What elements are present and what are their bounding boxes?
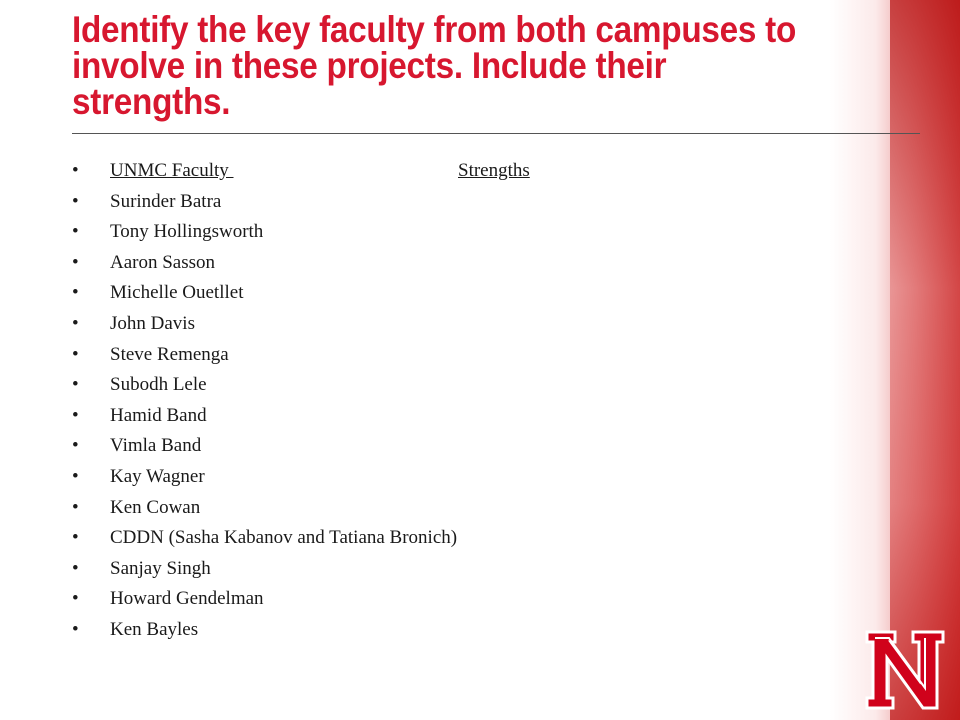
header-unmc-faculty: UNMC Faculty <box>110 160 234 181</box>
faculty-name: Steve Remenga <box>110 343 229 365</box>
faculty-name: Ken Cowan <box>110 496 201 518</box>
list-header <box>72 156 530 187</box>
title-divider <box>72 133 920 134</box>
faculty-name: Michelle Ouetllet <box>110 282 244 304</box>
faculty-list <box>72 156 530 646</box>
list-item <box>72 217 530 248</box>
list-item <box>72 431 530 462</box>
bullet: • <box>72 160 79 181</box>
list-item <box>72 340 530 371</box>
list-item <box>72 584 530 615</box>
list-item <box>72 248 530 279</box>
faculty-name: Howard Gendelman <box>110 588 264 610</box>
faculty-name: Surinder Batra <box>110 190 222 212</box>
faculty-name: CDDN (Sasha Kabanov and Tatiana Bronich) <box>110 527 458 549</box>
faculty-name: John Davis <box>110 312 195 334</box>
list-item <box>72 370 530 401</box>
list-item <box>72 401 530 432</box>
list-item <box>72 278 530 309</box>
list-item <box>72 462 530 493</box>
bullet: • <box>72 190 79 212</box>
faculty-name: Hamid Band <box>110 404 207 426</box>
faculty-name: Vimla Band <box>110 435 202 457</box>
bullet: • <box>72 435 79 457</box>
slide-title: Identify the key faculty from both campuses to involve in these projects. Include their strengths. <box>72 9 797 122</box>
faculty-name: Tony Hollingsworth <box>110 221 264 243</box>
faculty-name: Kay Wagner <box>110 465 205 487</box>
faculty-name: Sanjay Singh <box>110 557 211 579</box>
header-strengths: Strengths <box>458 160 530 181</box>
list-item <box>72 309 530 340</box>
list-item <box>72 554 530 585</box>
bullet: • <box>72 343 79 365</box>
list-item <box>72 493 530 524</box>
bullet: • <box>72 282 79 304</box>
bullet: • <box>72 496 79 518</box>
bullet: • <box>72 374 79 396</box>
bullet: • <box>72 588 79 610</box>
bullet: • <box>72 527 79 549</box>
faculty-name: Aaron Sasson <box>110 251 216 273</box>
bullet: • <box>72 312 79 334</box>
bullet: • <box>72 404 79 426</box>
right-decorative-gradient <box>830 0 960 720</box>
bullet: • <box>72 251 79 273</box>
list-item <box>72 615 530 646</box>
bullet: • <box>72 557 79 579</box>
list-item <box>72 523 530 554</box>
bullet: • <box>72 221 79 243</box>
university-n-logo-icon <box>863 628 947 712</box>
bullet: • <box>72 465 79 487</box>
faculty-name: Subodh Lele <box>110 374 207 396</box>
bullet: • <box>72 618 79 640</box>
list-item <box>72 187 530 218</box>
faculty-name: Ken Bayles <box>110 618 199 640</box>
